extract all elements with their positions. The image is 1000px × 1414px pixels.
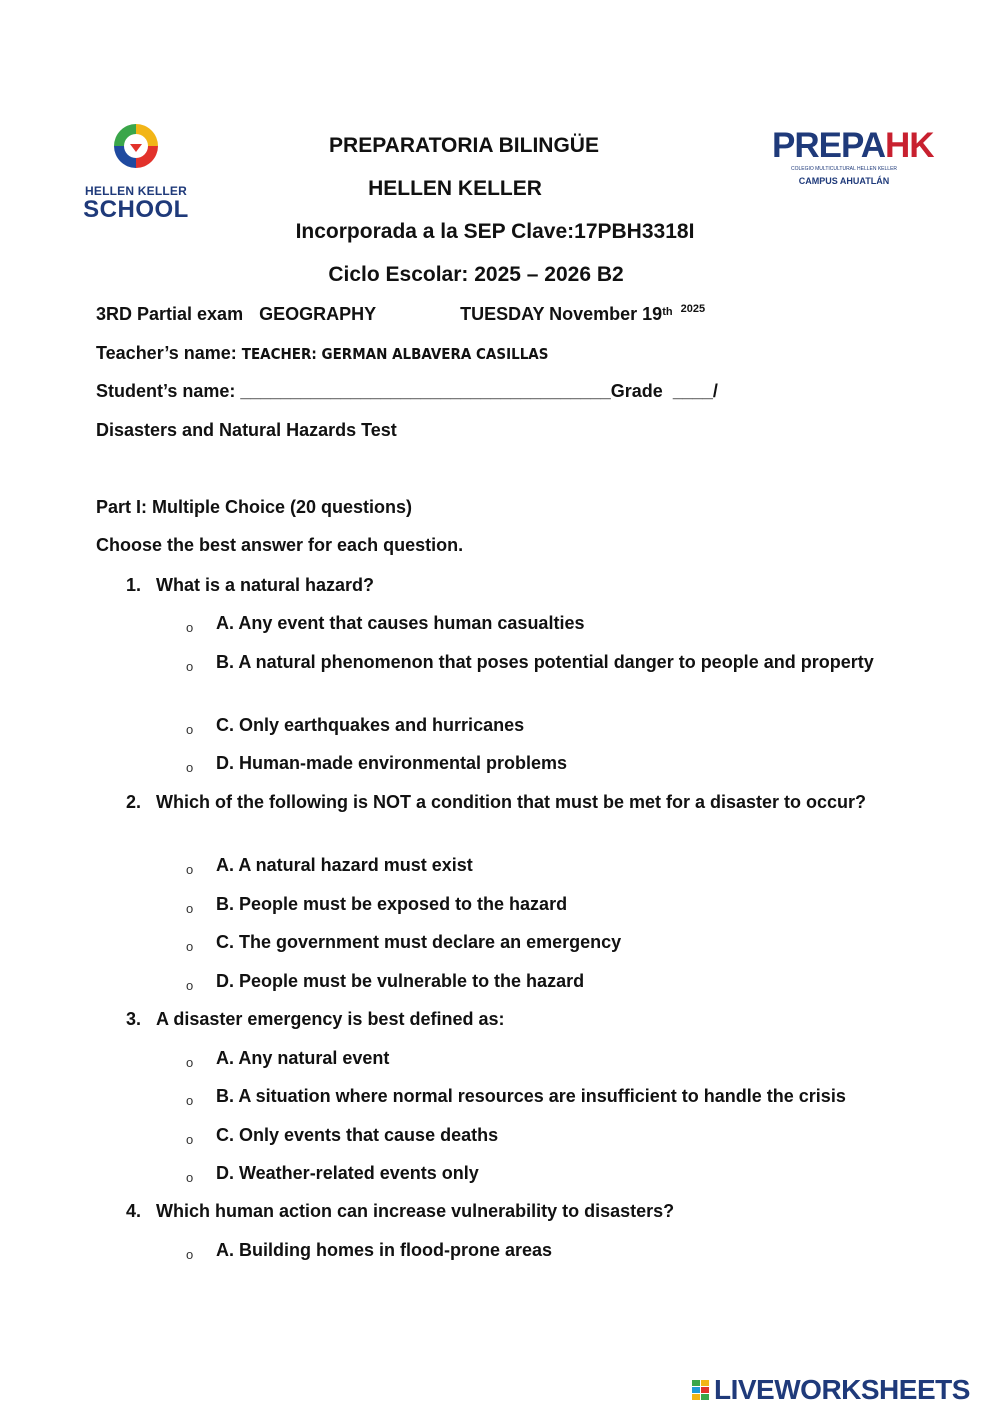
bullet-icon: o (186, 1170, 194, 1185)
prepa-hk-subtitle: COLEGIO MULTICULTURAL HELLEN KELLER (790, 166, 898, 172)
option-text: C. Only events that cause deaths (216, 1125, 499, 1145)
liveworksheets-brand (692, 1376, 992, 1406)
bullet-icon: o (186, 978, 194, 993)
option-text: C. Only earthquakes and hurricanes (216, 715, 525, 735)
student-line (96, 381, 718, 402)
question-number: 1. (126, 575, 142, 595)
part-title: Part I: Multiple Choice (20 questions) (96, 497, 413, 517)
grade-blank[interactable]: ____/ (672, 381, 718, 401)
option-text: A. Building homes in flood-prone areas (216, 1240, 553, 1260)
option-text: B. A situation where normal resources are insufficient to handle the crisis (216, 1086, 846, 1106)
question-text: A disaster emergency is best defined as: (156, 1009, 505, 1029)
option-text: D. Human-made environmental problems (216, 753, 568, 773)
option-text: A. Any natural event (216, 1048, 390, 1068)
question-text: What is a natural hazard? (156, 575, 375, 595)
bullet-icon: o (186, 620, 194, 635)
question-number: 3. (126, 1009, 142, 1029)
option-text: A. Any event that causes human casualties (216, 613, 585, 633)
question-text: Which of the following is NOT a condition that must be met for a disaster to occur? (156, 792, 867, 812)
exam-date-suffix: th (662, 306, 673, 318)
header-school-name: HELLEN KELLER (368, 177, 542, 200)
header-school-type: PREPARATORIA BILINGÜE (329, 134, 599, 157)
exam-partial: 3RD Partial exam (96, 304, 244, 324)
teacher-label: Teacher’s name: (96, 343, 242, 363)
exam-info-line (96, 304, 705, 325)
bullet-icon: o (186, 1093, 194, 1108)
brand-hk: HK (885, 126, 934, 165)
header-school-year: Ciclo Escolar: 2025 – 2026 B2 (328, 263, 624, 286)
exam-subject: GEOGRAPHY (259, 304, 377, 324)
brand-prepa: PREPA (772, 126, 885, 165)
grade-label: Grade (610, 381, 663, 401)
bullet-icon: o (186, 1132, 194, 1147)
option-text: A. A natural hazard must exist (216, 855, 473, 875)
teacher-line (96, 343, 548, 364)
instructions: Choose the best answer for each question. (96, 535, 464, 555)
logo-left-line1: HELLEN KELLER (85, 184, 187, 198)
exam-date: TUESDAY November 19 (460, 304, 663, 324)
option-text: D. Weather-related events only (216, 1163, 479, 1183)
prepa-hk-campus: CAMPUS AHUATLÁN (798, 176, 890, 186)
option-text: B. People must be exposed to the hazard (216, 894, 568, 914)
bullet-icon: o (186, 722, 194, 737)
header-sep-key: Incorporada a la SEP Clave:17PBH3318I (295, 220, 695, 243)
bullet-icon: o (186, 862, 194, 877)
option-text: C. The government must declare an emergency (216, 932, 622, 952)
option-text: D. People must be vulnerable to the hazard (216, 971, 585, 991)
bullet-icon: o (186, 901, 194, 916)
liveworksheets-wordmark: LIVEWORKSHEETS (714, 1374, 970, 1405)
exam-year: 2025 (680, 303, 706, 315)
option-text: B. A natural phenomenon that poses potential danger to people and property (216, 652, 874, 672)
liveworksheets-blocks-icon (692, 1380, 714, 1402)
teacher-name: TEACHER: GERMAN ALBAVERA CASILLAS (241, 345, 549, 363)
bullet-icon: o (186, 760, 194, 775)
question-number: 2. (126, 792, 142, 812)
logo-left-line2: SCHOOL (83, 196, 189, 223)
student-label: Student’s name: (96, 381, 241, 401)
bullet-icon: o (186, 1055, 194, 1070)
test-title: Disasters and Natural Hazards Test (96, 420, 397, 440)
bullet-icon: o (186, 939, 194, 954)
bullet-icon: o (186, 659, 194, 674)
question-number: 4. (126, 1201, 142, 1221)
question-text: Which human action can increase vulnerability to disasters? (156, 1201, 675, 1221)
student-name-blank[interactable]: _____________________________________ (240, 381, 611, 401)
bullet-icon: o (186, 1247, 194, 1262)
